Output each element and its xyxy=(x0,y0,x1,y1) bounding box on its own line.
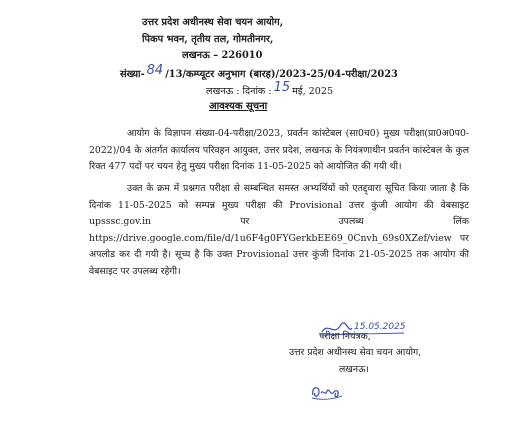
handwritten-date-day: 15 xyxy=(273,80,291,95)
notice-title: आवश्यक सूचना xyxy=(209,101,268,112)
handwritten-reference-number: 84 xyxy=(146,63,164,78)
handwritten-initials xyxy=(309,383,345,401)
paragraph-2-closing: पर अपलोड कर दी गयी है। सूच्य है कि उक्त Provisional उत्तर कुंजी दिनांक 21-05-2025 तक आयोग की वेबसाइट पर उपलब्ध रहेगी। xyxy=(89,232,469,277)
issue-date xyxy=(206,80,334,98)
handwritten-signature-date: 15.05.2025 xyxy=(354,322,406,332)
signatory-organisation: उत्तर प्रदेश अधीनस्थ सेवा चयन आयोग, xyxy=(289,347,422,358)
paragraph-2 xyxy=(89,181,469,280)
date-suffix: मई, 2025 xyxy=(292,86,334,97)
answer-key-link[interactable]: https://drive.google.com/file/d/1u6F4g0FYGerkbEE69_0Cnvh_69s0XZef/view xyxy=(89,232,452,244)
paragraph-2-intro: उक्त के क्रम में प्रश्नगत परीक्षा से सम्बन्धित समस्त अभ्यर्थियों को एतद्द्वारा सूचित किया जाता है कि दिनांक 11-05-2025 को सम्पन्न मुख्य परीक्षा की Provisional उत्तर कुंजी आयोग की वेबसाइट upsssc.gov.in पर उपलब्ध लिंक xyxy=(89,183,469,227)
date-prefix: लखनऊ : दिनांक : xyxy=(206,86,272,97)
reference-number xyxy=(120,63,398,81)
reference-prefix: संख्या- xyxy=(120,69,145,80)
paragraph-1: आयोग के विज्ञापन संख्या-04-परीक्षा/2023, प्रवर्तन कांस्टेबल (सा0च0) मुख्य परीक्षा(प्रा0अ0प0-2022)/04 के अंतर्गत कार्यालय परिवहन आयुक्त, उत्तर प्रदेश, लखनऊ के नियंत्रणाधीन प्रवर्तन कांस्टेबल के कुल रिक्त 477 पदों पर चयन हेतु मुख्य परीक्षा दिनांक 11-05-2025 को आयोजित की गयी थी। xyxy=(89,128,469,172)
commission-name: उत्तर प्रदेश अधीनस्थ सेवा चयन आयोग, xyxy=(142,17,284,28)
signatory-city: लखनऊ। xyxy=(339,364,369,375)
commission-city-pin: लखनऊ – 226010 xyxy=(182,50,263,61)
reference-suffix: /13/कम्प्यूटर अनुभाग (बारह)/2023-25/04-परीक्षा/2023 xyxy=(165,69,398,80)
signatory-title: परीक्षा नियंत्रक, xyxy=(319,331,371,342)
commission-address: पिकप भवन, तृतीय तल, गोमतीनगर, xyxy=(142,34,274,45)
